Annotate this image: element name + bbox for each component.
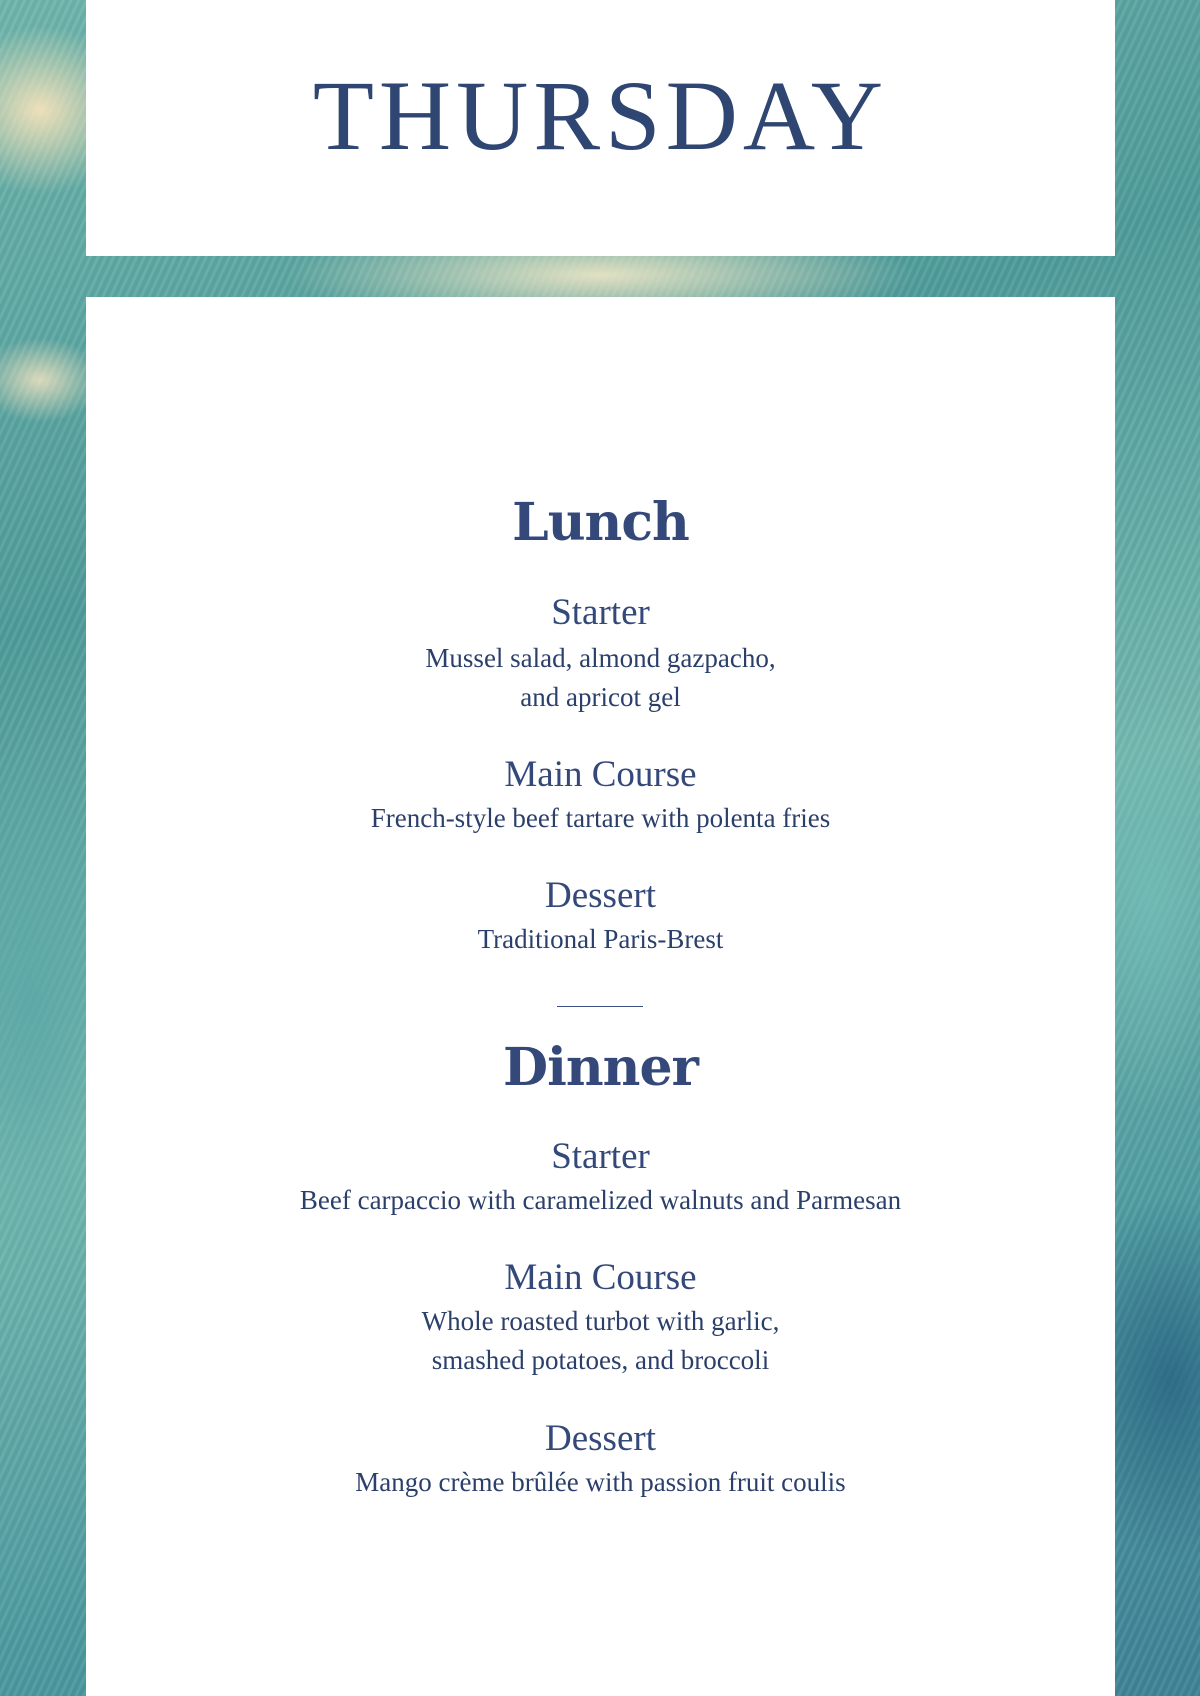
dinner-starter-dish-wrap <box>86 1181 1115 1220</box>
dinner-main-dish-wrap <box>86 1302 1115 1380</box>
course-dish: French-style beef tartare with polenta fries <box>370 803 831 833</box>
course-dish: Mussel salad, almond gazpacho, and apricot gel <box>425 643 776 712</box>
course-label: Main Course <box>504 754 697 795</box>
course-dish: Whole roasted turbot with garlic, smashed potatoes, and broccoli <box>421 1306 780 1375</box>
dinner-starter <box>86 1138 1115 1175</box>
dinner-dessert-dish-wrap <box>86 1463 1115 1502</box>
header-panel <box>86 0 1115 256</box>
page-title: THURSDAY <box>312 60 889 171</box>
dinner-title: Dinner <box>503 1037 698 1098</box>
lunch-dessert <box>86 877 1115 914</box>
course-label: Main Course <box>504 1257 697 1298</box>
course-label: Dessert <box>545 1418 656 1459</box>
lunch-main-dish-wrap <box>86 799 1115 838</box>
dinner-dessert <box>86 1420 1115 1457</box>
lunch-starter <box>86 594 1115 631</box>
course-label: Starter <box>551 1136 650 1177</box>
course-label: Starter <box>551 592 650 633</box>
dinner-main <box>86 1259 1115 1296</box>
lunch-starter-dish-wrap <box>86 639 1115 717</box>
lunch-title: Lunch <box>512 492 689 553</box>
lunch-section <box>86 492 1115 553</box>
course-dish: Beef carpaccio with caramelized walnuts and Parmesan <box>299 1185 902 1215</box>
course-label: Dessert <box>545 875 656 916</box>
course-dish: Mango crème brûlée with passion fruit coulis <box>355 1467 846 1497</box>
course-dish: Traditional Paris-Brest <box>477 924 724 954</box>
section-divider <box>557 1006 643 1007</box>
lunch-dessert-dish-wrap <box>86 920 1115 959</box>
menu-panel <box>86 297 1115 1696</box>
dinner-section <box>86 1037 1115 1098</box>
lunch-main <box>86 756 1115 793</box>
